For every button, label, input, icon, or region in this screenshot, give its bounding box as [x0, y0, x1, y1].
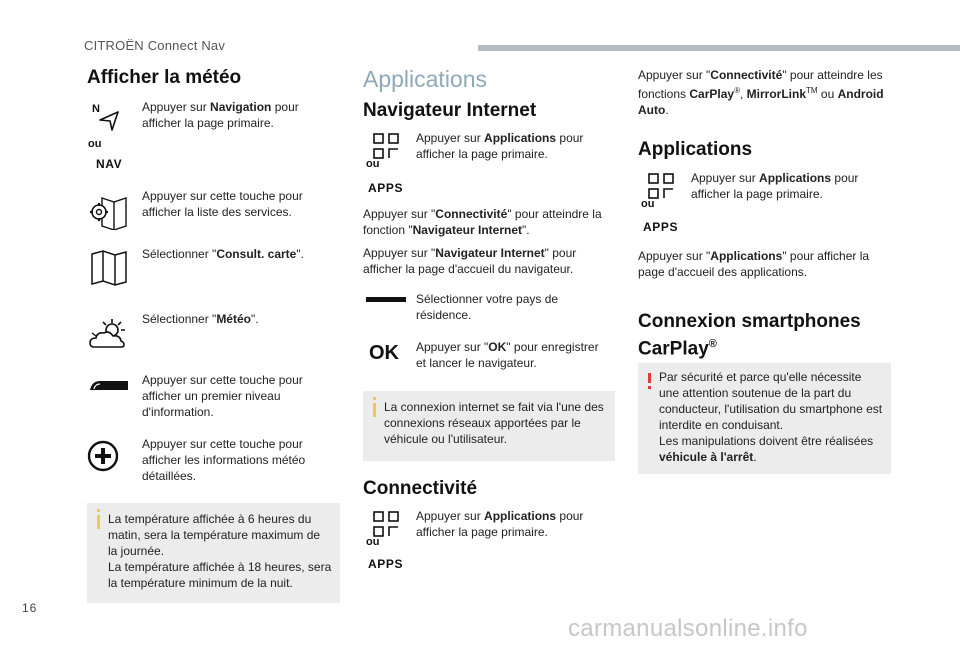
plus-circle-icon	[87, 440, 119, 472]
settings-page-icon	[88, 196, 130, 230]
note-line: connexions réseaux apportées par le	[384, 416, 581, 430]
warning-line: interdite en conduisant.	[659, 418, 784, 432]
step-navigation-text: Appuyer sur Navigation pour afficher la page primaire.	[142, 100, 299, 130]
apps-key-label: APPS	[368, 557, 404, 571]
step-connectivity-text: Appuyer sur Applications pour afficher la page primaire.	[416, 509, 584, 539]
or-label: ou	[641, 198, 655, 210]
apps-key-label: APPS	[643, 220, 679, 234]
step-first-level-text: Appuyer sur cette touche pour afficher un premier niveau d'information.	[142, 373, 303, 419]
step-applications-text: Appuyer sur Applications pour afficher la page primaire.	[691, 171, 859, 201]
note-line: La température affichée à 18 heures, sera	[108, 560, 332, 574]
page-number: 16	[22, 601, 38, 615]
warning-line: véhicule à l'arrêt.	[659, 450, 757, 464]
paragraph-connectivity-functions: Appuyer sur "Connectivité" pour atteindre les fonctions CarPlay®, MirrorLink™ ou Android Auto.	[638, 68, 884, 117]
note-line: matin, sera la température maximum de	[108, 528, 321, 542]
section-title-weather: Afficher la météo	[87, 67, 242, 88]
paragraph-connectivity-browser: Appuyer sur "Connectivité" pour atteindre la fonction "Navigateur Internet".	[363, 207, 602, 237]
info-note-temperature	[87, 503, 340, 603]
apps-grid-icon	[373, 511, 399, 537]
subsection-title-applications: Applications	[638, 139, 753, 160]
step-ok-text: Appuyer sur "OK" pour enregistrer et lancer le navigateur.	[416, 340, 599, 370]
paragraph-applications-home: Appuyer sur "Applications" pour afficher la page d'accueil des applications.	[638, 249, 870, 279]
step-country-text: Sélectionner votre pays de résidence.	[416, 292, 559, 322]
subsection-title-connectivity: Connectivité	[363, 478, 478, 499]
navigation-arrow-icon	[90, 100, 124, 134]
selection-bar-icon	[366, 297, 406, 302]
warning-icon	[648, 373, 651, 383]
note-line: La connexion internet se fait via l'une des	[384, 400, 604, 414]
watermark-text: carmanualsonline.info	[568, 615, 808, 642]
weather-icon	[88, 317, 128, 351]
step-weather-text: Sélectionner "Météo".	[142, 312, 259, 326]
step-services-text: Appuyer sur cette touche pour afficher la liste des services.	[142, 189, 303, 219]
subsection-title-carplay: Connexion smartphones CarPlay®	[638, 311, 861, 360]
subsection-title-browser: Navigateur Internet	[363, 100, 537, 121]
info-note-connection	[363, 391, 615, 461]
ok-key-label: OK	[369, 342, 399, 364]
or-label: ou	[366, 158, 380, 170]
step-details-text: Appuyer sur cette touche pour afficher les informations météo détaillées.	[142, 437, 306, 483]
warning-line: conducteur, l'utilisation du smartphone est	[659, 402, 883, 416]
warning-line: une attention soutenue de la part du	[659, 386, 852, 400]
map-icon	[88, 250, 130, 286]
step-map-text: Sélectionner "Consult. carte".	[142, 247, 304, 261]
info-icon	[97, 509, 100, 512]
apps-grid-icon	[373, 133, 399, 159]
svg-text:N: N	[92, 103, 100, 115]
arrow-tab-icon	[88, 379, 130, 391]
document-header-title: CITROËN Connect Nav	[84, 38, 226, 53]
warning-line: Par sécurité et parce qu'elle nécessite	[659, 370, 862, 384]
note-line: véhicule ou l'utilisateur.	[384, 432, 508, 446]
apps-key-label: APPS	[368, 181, 404, 195]
warning-line: Les manipulations doivent être réalisées	[659, 434, 874, 448]
apps-grid-icon	[648, 173, 674, 199]
nav-key-label: NAV	[96, 157, 123, 171]
note-line: la journée.	[108, 544, 165, 558]
section-title-applications: Applications	[363, 66, 488, 92]
info-icon	[373, 397, 376, 400]
note-line: La température affichée à 6 heures du	[108, 512, 312, 526]
note-line: la température minimum de la nuit.	[108, 576, 293, 590]
or-label: ou	[366, 536, 380, 548]
warning-note-carplay	[638, 363, 891, 474]
header-divider-bar	[478, 45, 960, 51]
step-applications-text: Appuyer sur Applications pour afficher la page primaire.	[416, 131, 584, 161]
or-label: ou	[88, 138, 102, 150]
paragraph-browser-home: Appuyer sur "Navigateur Internet" pour afficher la page d'accueil du navigateur.	[363, 246, 577, 276]
